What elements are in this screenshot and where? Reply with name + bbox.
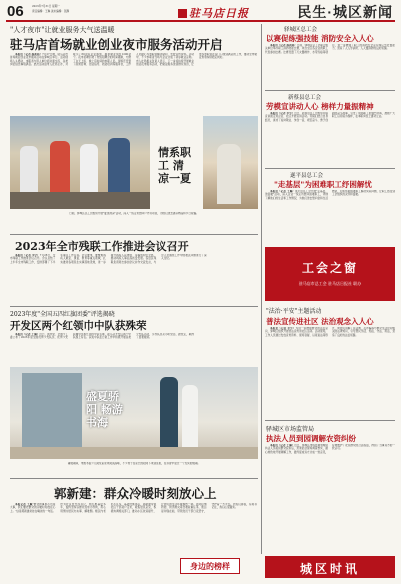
story4-title: 郭新建：群众冷暖时刻放心上 — [54, 486, 217, 501]
right2-body: 本报讯（记者 李学）近日，新蔡县总工会组织劳模宣讲团走进企业、社区开展宣讲活动。劳模们结合自身经历，讲述了爱岗敬业、争创一流、艰苦奋斗、勇于创新的奋斗故事，引发了现场职工的强烈共鸣，激励广大职工以劳模为榜样，在本职岗位上建功立业。 — [265, 112, 395, 122]
photo1-note: 日前，驿城区总工会组织开展"夏送清凉"活动，深入一线走访慰问户外劳动者，为他们送去清凉物品和节日祝福。 — [69, 212, 199, 215]
right3-kicker: 遂平县总工会 — [290, 173, 324, 179]
right5-body: 本报讯（记者 王琳）近日，驿城区市场监督管理局执法人员接到群众投诉后，迅速赶赴现场调查核实，耐心细致地开展调解工作，最终促成双方达成一致意见，有效维护了农民群众的合法权益，得到了当事双方的一致认可。 — [265, 444, 395, 454]
footer-band-label: 城区时讯 — [299, 562, 360, 576]
newspaper-logo: 驻马店日报 — [178, 5, 249, 21]
right4-kicker: "法治·平安"主题活动 — [266, 308, 322, 315]
right1-kicker: 驿城区总工会 — [284, 27, 318, 33]
section-title: 民生·城区新闻 — [297, 4, 393, 20]
right2-title: 劳模宣讲动人心 榜样力量振精神 — [266, 102, 374, 111]
right4-title: 普法宣传进社区 法治观念入人心 — [266, 317, 374, 326]
right1-body: 本报讯（记者 杨莉莉）日前，驿城区总工会联合相关单位举办职工消防技能比赛，来自全区各企业的职工代表参加比赛。比赛设置了灭火器操作、水带连接等项目，进一步增强了职工的消防安全意识和应急处置能力，营造了人人学消防、人人懂消防的良好氛围。 — [265, 44, 395, 54]
right5-title: 执法人员到园调解农资纠纷 — [266, 434, 356, 443]
right1-title: 以赛促练强技能 消防安全入人心 — [266, 34, 374, 43]
page-number: 06 — [7, 3, 24, 20]
gonghui-title: 工会之窗 — [301, 261, 358, 275]
role-model-label: 身边的榜样 — [190, 561, 230, 571]
right4-body: 本报讯（记者 李学）为进一步增强群众的法治意识，驿城区组织开展普法宣传进社区活动。活动现场，工作人员通过发放宣传资料、现场答疑、以案说法等形式，向居民讲解了民法典、反诈骗等与群众生活密切相关的法律知识，引导居民学法、知法、守法、用法，营造了良好的法治氛围。 — [265, 327, 395, 337]
photo-workers — [10, 116, 150, 209]
story2-body: 本报讯（记者 李学）7月28日，全市残联工作推进会议召开。会议总结了上半年全市残联工作，安排部署了下半年重点工作任务。会议要求，要聚焦残疾人就业、康复、教育等重点领域，扎实推进各项民生实事落地见效，进一步提升残疾人获得感、幸福感和安全感，推动残疾人事业高质量发展。各县区残联负责同志参加会议并作交流发言，与会人员围绕工作中的难点问题进行了深入讨论。 — [10, 254, 207, 264]
right2-kicker: 新蔡县总工会 — [288, 95, 322, 101]
story3-title: 开发区两个红领巾中队获殊荣 — [10, 320, 147, 332]
gonghui-sub: 驻马店市总工会 驻马店日报社 联办 — [298, 281, 362, 286]
role-model-box — [180, 558, 240, 574]
story4-body: 本报记者 王琳"群众的事再小也是大事，我们要把群众的冷暖时刻放在心上。"这是郭新建常挂在嘴边的一句话。作为社区党支部书记，他扎根基层多年，始终坚持以群众需求为导向，用心用情为居民办实事、解难题。辖区内老旧小区多，基础设施落后，郭新建带领社区干部逐户走访，收集居民意见，积极协调相关部门，推动小区改造提升，让居民的生活环境焕然一新。面对疫情防控、防汛救灾等急难险重任务，他总是冲锋在前，带领党员干部日夜坚守，守护着一方平安。居民们都说，有郭书记在，我们心里踏实。 — [10, 503, 257, 513]
right3-title: "走基层"为困难职工纾困解忧 — [274, 180, 372, 189]
photo-volunteers — [203, 116, 258, 209]
right3-body: 本报讯（记者 王琳）遂平县总工会开展"走基层、送温暖"活动，深入企业一线走访慰问困难职工，详细了解他们的生活和工作情况，为他们送去慰问金和生活物资，切实帮助困难职工解决实际问题，让职工感受到工会组织的关怀和温暖。 — [265, 190, 395, 200]
date-line: 2023年7月31日 星期一 — [32, 5, 60, 8]
photo2-caption: 盛夏骄阳 畅游书海 — [86, 390, 123, 429]
photo-library — [10, 367, 258, 459]
photo2-note: 暑假期间，市图书馆少儿阅览室迎来阅读高峰，不少孩子在家长的陪同下来到这里，在书香中度过一个充实的假期。 — [67, 462, 201, 465]
story1-body: 本报讯（记者 杨莉莉）7月27日晚，驻马店市首场就业创业夜市服务活动在驿城区举行。活动现场人头攒动，求职者与用人单位面对面交流，各类岗位信息琳琅满目。此次活动由市人社局主办，共吸引了60余家企业参加，提供就业岗位1200余个。夜市招聘打破了传统招聘会的时间限制，方便了白天上班、晚上有时间的求职人员。现场还设置了政策咨询、创业指导、技能培训等服务台，工作人员耐心为求职者解答疑问，发放宣传资料。活动中，不少求职者当场与企业达成了初步就业意向。市人社局相关负责人表示，下一步将持续开展就业创业夜市服务活动，把就业服务送到群众身边，让更多求职者在家门口找到满意的工作，推动全市就业形势持续稳定向好。 — [10, 53, 257, 67]
photo1-caption: 情系职工 清凉一夏 — [158, 146, 191, 185]
footer-band — [265, 556, 395, 578]
gonghui-banner — [265, 247, 395, 301]
story1-title: 驻马店首场就业创业夜市服务活动开启 — [10, 37, 223, 52]
masthead-rule — [6, 20, 395, 22]
logo-seal-icon — [178, 9, 187, 18]
right5-kicker: 驿城区市场监管局 — [266, 426, 315, 433]
story2-title: 2023年全市残联工作推进会议召开 — [15, 240, 189, 253]
story1-kicker: "人才夜市"让就业服务大气送温暖 — [10, 26, 115, 34]
story3-body: 本报讯（记者 王琳）近日，团中央、全国少工委公布了2023年度全国优秀少先队员、优秀少先队辅导员和红领巾中队名单，驻马店开发区两个中队榜上有名。获奖中队在日常工作中积极开展各类少先队活动，引导队员从小听党话、跟党走，取得了显著成绩。 — [10, 333, 194, 340]
story3-kicker: 2023年度"全国五四红旗团委"评选揭晓 — [10, 311, 115, 318]
editor-line: 责任编辑：王琳 美术编辑：张静 — [32, 10, 70, 13]
